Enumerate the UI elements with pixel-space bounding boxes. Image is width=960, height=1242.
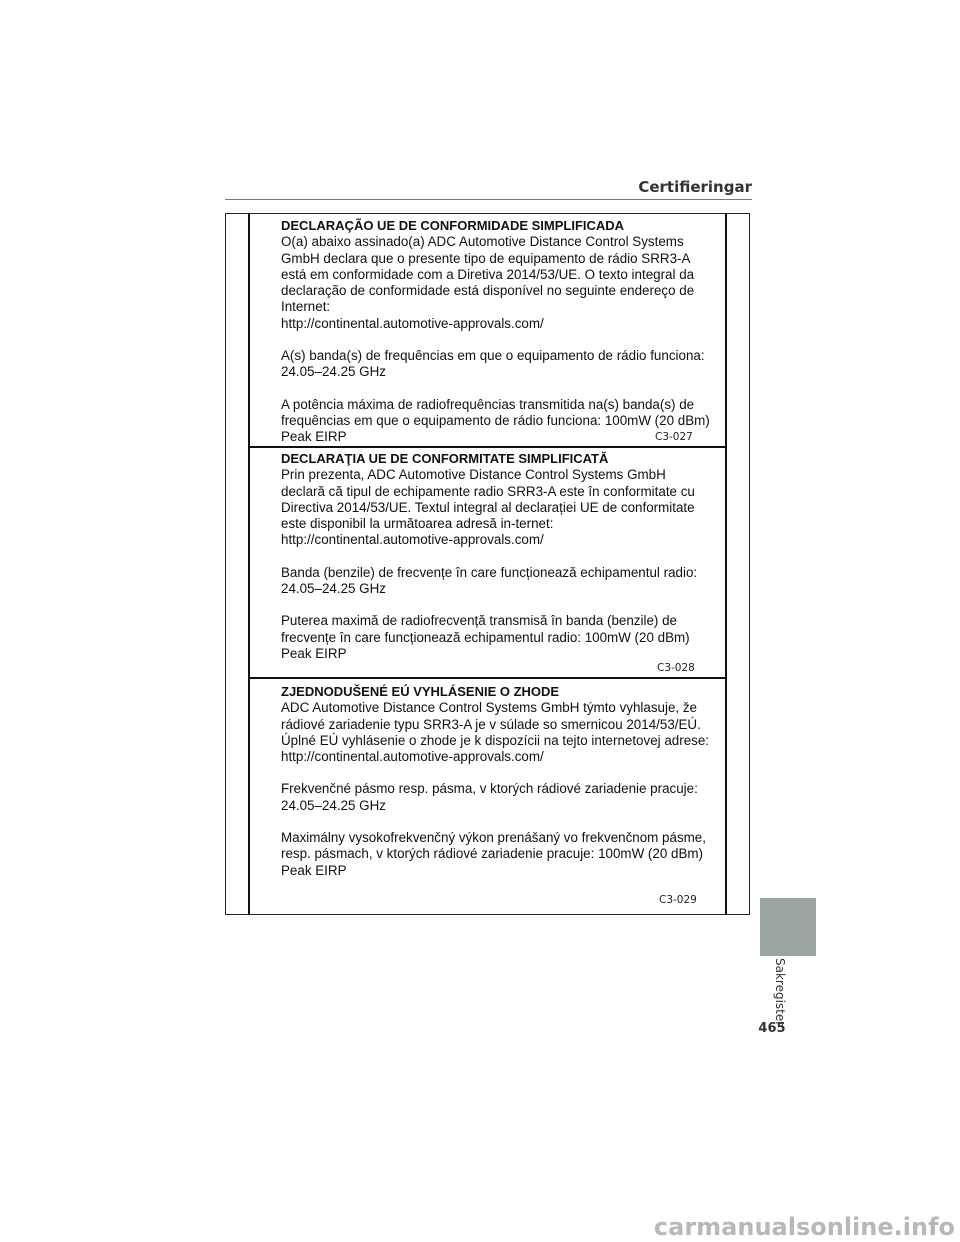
- body-line: O(a) abaixo assinado(a) ADC Automotive Distance Control Systems: [281, 234, 684, 250]
- chapter-tab: [760, 898, 816, 956]
- url-text: http://continental.automotive-approvals.com/: [281, 315, 544, 331]
- body-line: Puterea maximă de radiofrecvență transmisă în banda (benzile) de: [281, 613, 677, 629]
- body-line: rádiové zariadenie typu SRR3-A je v súlade so smernicou 2014/53/EÚ.: [281, 716, 701, 732]
- body-line: A potência máxima de radiofrequências transmitida na(s) banda(s) de: [281, 396, 695, 412]
- url-text: http://continental.automotive-approvals.com/: [281, 532, 544, 548]
- frequency-range: 24.05–24.25 GHz: [281, 581, 386, 597]
- section-title: Certifieringar: [638, 178, 752, 196]
- declaration-block-ro: [281, 451, 711, 662]
- body-line: frequências em que o equipamento de rádio funciona: 100mW (20 dBm): [281, 412, 710, 428]
- body-line: Prin prezenta, ADC Automotive Distance Control Systems GmbH: [281, 467, 666, 483]
- chapter-tab-label: Sakregister: [773, 958, 787, 1027]
- body-line: Peak EIRP: [281, 862, 347, 878]
- body-line: Directiva 2014/53/UE. Textul integral al declarației UE de conformitate: [281, 499, 695, 515]
- body-line: Banda (benzile) de frecvențe în care funcționează echipamentul radio:: [281, 564, 698, 580]
- frequency-range: 24.05–24.25 GHz: [281, 364, 386, 380]
- body-line: Peak EIRP: [281, 645, 347, 661]
- body-line: este disponibil la următoarea adresă in-ternet:: [281, 516, 554, 532]
- body-line: Frekvenčné pásmo resp. pásma, v ktorých rádiové zariadenie pracuje:: [281, 781, 698, 797]
- declaration-block-pt: [281, 218, 711, 446]
- row-divider-1: [248, 446, 727, 448]
- title-rule: [225, 199, 752, 200]
- url-text: http://continental.automotive-approvals.com/: [281, 749, 544, 765]
- page-number: 465: [758, 1021, 786, 1036]
- body-line: declaração de conformidade está disponível no seguinte endereço de: [281, 283, 695, 299]
- declaration-heading: DECLARAÇÃO UE DE CONFORMIDADE SIMPLIFICADA: [281, 218, 625, 233]
- body-line: ADC Automotive Distance Control Systems GmbH týmto vyhlasuje, že: [281, 700, 697, 716]
- image-code-label: C3-028: [657, 662, 695, 674]
- body-line: Maximálny vysokofrekvenčný výkon prenášaný vo frekvenčnom pásme,: [281, 830, 706, 846]
- body-line: frecvențe în care funcționează echipamentul radio: 100mW (20 dBm): [281, 629, 690, 645]
- image-code-label: C3-027: [655, 431, 693, 443]
- image-code-label: C3-029: [659, 894, 697, 906]
- body-line: Úplné EÚ vyhlásenie o zhode je k dispozícii na tejto internetovej adrese:: [281, 732, 710, 748]
- body-line: resp. pásmach, v ktorých rádiové zariadenie pracuje: 100mW (20 dBm): [281, 846, 703, 862]
- body-line: declară că tipul de echipamente radio SRR3-A este în conformitate cu: [281, 483, 695, 499]
- body-line: Peak EIRP: [281, 429, 347, 445]
- body-line: A(s) banda(s) de frequências em que o equipamento de rádio funciona:: [281, 348, 705, 364]
- declaration-block-sk: [281, 684, 711, 879]
- declaration-heading: DECLARAŢIA UE DE CONFORMITATE SIMPLIFICATĂ: [281, 451, 609, 466]
- declaration-heading: ZJEDNODUŠENÉ EÚ VYHLÁSENIE O ZHODE: [281, 684, 560, 699]
- body-line: GmbH declara que o presente tipo de equipamento de rádio SRR3-A: [281, 250, 691, 266]
- frequency-range: 24.05–24.25 GHz: [281, 797, 386, 813]
- body-line: Internet:: [281, 299, 331, 315]
- watermark: carmanualsonline.info: [653, 1213, 955, 1241]
- row-divider-2: [248, 677, 727, 679]
- body-line: está em conformidade com a Diretiva 2014/53/UE. O texto integral da: [281, 266, 695, 282]
